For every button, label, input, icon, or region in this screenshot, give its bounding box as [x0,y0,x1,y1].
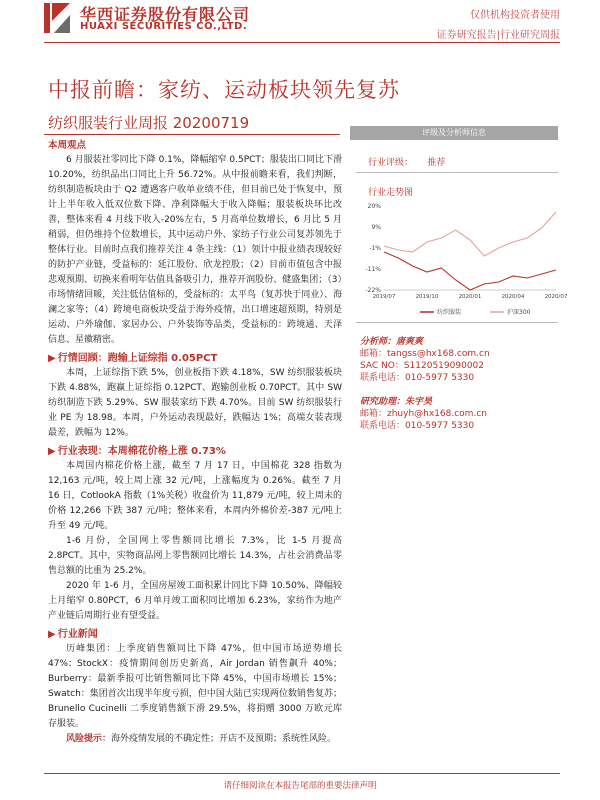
analyst-1-sac: SAC NO：S1120519090002 [360,361,484,371]
industry-rating: 行业评级： 推荐 [368,158,446,168]
risk-warning: 风险提示：海外疫情发展的不确定性；开店不及预期；系统性风险。 [66,734,337,744]
report-subtitle: 纺织服装行业周报 20200719 [48,114,250,132]
legend-label-1: 沪深300 [507,309,531,316]
analyst-2: 研究助理：朱宇昊 邮箱：zhuyh@hx168.com.cn 联系电话：010-5977 5330 [360,397,487,431]
industry-news-paragraph: 历峰集团：上季度销售额同比下降 47%，但中国市场逆势增长 47%；StockX：疫情期间创历史新高，Air Jordan 销售飙升 40%；Burberry：最新季报可比销售额同比下降 45%，中国市场增长 15%；Swatch：集团首次出现半年度亏损，但中国大陆已实现两位数销售复苏；Brunello Cucinelli 二季度销售额下滑 29.5%，将捐赠 3000 万欧元库存服装。 [48,644,342,729]
x-tick-label: 2019/07 [372,294,396,300]
x-tick-label: 2019/10 [415,294,439,300]
subtitle-divider [44,134,340,135]
rating-divider [356,172,558,173]
market-review-paragraph: 本周，上证综指下跌 5%，创业板指下跌 4.18%，SW 纺织服装板块下跌 4.88%，跑赢上证综指 0.12PCT、跑输创业板 0.70PCT。其中 SW 纺织制造下跌 5.29%、SW 服装家纺下跌 4.70%。目前 SW 纺织服装行业 PE 为 18.98。本周，户外运动表现最好，跌幅达 1%；高端女装表现最差，跌幅为 12%。 [48,368,342,438]
analyst-2-email[interactable]: 邮箱：zhuyh@hx168.com.cn [360,409,487,419]
y-tick-label: 9% [371,224,381,231]
x-tick-label: 2020/04 [501,294,525,300]
analyst-1-phone: 联系电话：010-5977 5330 [360,373,475,383]
legend-label-0: 纺织服装 [437,309,462,316]
x-tick-label: 2020/01 [458,294,482,300]
section-title-market-review: ▶ 行情回顾：跑输上证综指 0.05PCT [48,353,218,364]
online-retail-paragraph: 1-6 月份，全国网上零售额同比增长 7.3%，比 1-5 月提高 2.8PCT。其中，实物商品网上零售额同比增长 14.3%，占社会消费品零售总额的比重为 25.2%。 [48,536,342,576]
section-title-weekly-view: 本周观点 [48,140,87,151]
bullet-triangle-icon: ▶ [48,446,56,457]
analyst-1: 分析师：唐爽爽 邮箱：tangss@hx168.com.cn SAC NO：S1120519090002 联系电话：010-5977 5330 [360,337,490,383]
footer-divider [44,773,560,774]
trend-chart-title: 行业走势图 [368,188,414,198]
company-name-cn: 华西证券股份有限公司 [80,5,251,24]
audience-note: 仅供机构投资者使用 [470,10,560,21]
report-body [48,138,342,747]
bullet-triangle-icon: ▶ [48,353,56,364]
housing-completion-paragraph: 2020 年 1-6 月，全国房屋竣工面积累计同比下降 10.50%、降幅较上月缩窄 0.80PCT，6 月单月竣工面积同比增加 6.23%，家纺作为地产产业链后周期行业有望受益。 [48,581,342,621]
legal-notice: 请仔细阅读在本报告尾部的重要法律声明 [223,781,377,791]
industry-trend-chart [360,200,568,320]
series-line-1 [384,212,556,256]
analyst-1-email[interactable]: 邮箱：tangss@hx168.com.cn [360,349,490,359]
report-type-note: 证券研究报告|行业研究周报 [436,30,560,41]
chart-divider [356,322,558,323]
bullet-triangle-icon: ▶ [48,629,56,640]
weekly-view-paragraph: 6 月服装社零同比下降 0.1%，降幅缩窄 0.5PCT；服装出口同比下滑 10.20%，纺织品出口同比上升 56.72%。从中报前瞻来看，我们判断，纺织制造板块由于 Q2 遭遇客户收单业绩不佳，但目前已处于恢复中，预计上半年收入低双位数下降、净利降幅大于收入降幅；服装板块环比改善，整体来看 4 月线下收入-20%左右，5 月高单位数增长，6 月比 5 月稍弱，但仍维持个位数增长，其中运动户外、家纺子行业公司复苏领先于整体行业。目前时点我们推荐关注 4 条主线：（1）领计中报业绩表现较好的防护产业链，受益标的：延江股份、欣龙控股；（2）目前市值包含中报悲观预期、切换来看明年估值具备吸引力，推荐开润股份、健盛集团；（3）市场情绪回暖，关注低估值标的，受益标的：太平鸟（复苏快于同业）、海澜之家等；（4）跨境电商板块受益于海外疫情，出口增速超预期，特别是运动、户外瑜伽、家居办公、户外装饰等品类，受益标的：跨境通、天泽信息、星徽精密。 [48,155,342,345]
y-tick-label: 20% [367,203,381,210]
analyst-2-phone: 联系电话：010-5977 5330 [360,421,475,431]
analyst-info-header: 评级及分析师信息 [350,126,558,140]
series-line-0 [384,252,556,290]
section-title-industry-performance: ▶ 行业表现：本周棉花价格上涨 0.73% [48,446,226,457]
company-name-en: HUAXI SECURITIES CO.,LTD. [80,21,248,32]
y-tick-label: -1% [369,245,381,252]
y-tick-label: -22% [365,287,381,294]
section-title-industry-news: ▶ 行业新闻 [48,629,98,640]
header-divider [44,42,560,43]
cotton-price-paragraph: 本周国内棉花价格上涨，截至 7 月 17 日，中国棉花 328 指数为 12,163 元/吨，较上周上涨 32 元/吨，上涨幅度为 0.26%。截至 7 月 16 日，CotlookA 指数（1%关税）收盘价为 11,879 元/吨，较上周末的价格 12,266 下跌 387 元/吨；整体来看，本周内外棉价差-387 元/吨上升至 49 元/吨。 [48,461,342,531]
y-tick-label: -11% [365,266,381,273]
huaxi-logo-icon [44,3,72,33]
x-tick-label: 2020/07 [544,294,568,300]
report-title: 中报前瞻：家纺、运动板块领先复苏 [48,78,400,102]
